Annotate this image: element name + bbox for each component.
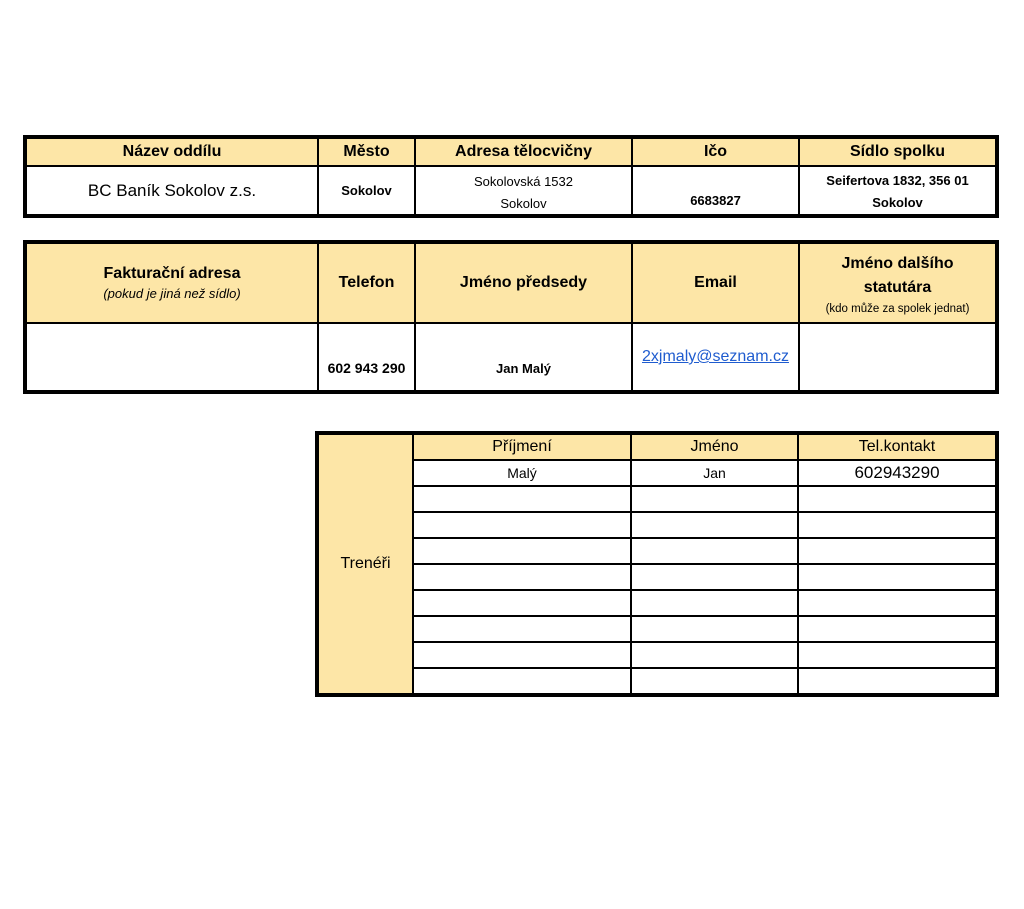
header-seat: Sídlo spolku	[799, 137, 997, 166]
billing-cell[interactable]	[25, 323, 318, 392]
empty-cell[interactable]	[413, 590, 631, 616]
phone-cell[interactable]: 602 943 290	[318, 323, 415, 392]
coach-phone-cell[interactable]: 602943290	[798, 460, 997, 486]
gym-address-line2: Sokolov	[500, 196, 547, 211]
empty-cell[interactable]	[631, 590, 798, 616]
contact-info-table	[23, 240, 999, 394]
ico-cell[interactable]: 6683827	[632, 166, 799, 216]
seat-line2: Sokolov	[872, 195, 923, 210]
empty-cell[interactable]	[413, 616, 631, 642]
header-chairman: Jméno předsedy	[415, 242, 632, 323]
table-row	[317, 642, 997, 668]
empty-cell[interactable]	[413, 642, 631, 668]
empty-cell[interactable]	[798, 564, 997, 590]
empty-cell[interactable]	[413, 564, 631, 590]
empty-cell[interactable]	[631, 564, 798, 590]
empty-cell[interactable]	[798, 512, 997, 538]
header-phone: Telefon	[318, 242, 415, 323]
table-row	[317, 668, 997, 695]
table-row	[317, 564, 997, 590]
empty-cell[interactable]	[631, 538, 798, 564]
other-statutory-cell[interactable]	[799, 323, 997, 392]
header-city: Město	[318, 137, 415, 166]
contact-data-row	[25, 323, 997, 392]
table-row	[317, 460, 997, 486]
table-row	[317, 616, 997, 642]
header-gym-address: Adresa tělocvičny	[415, 137, 632, 166]
header-billing-address	[25, 242, 318, 323]
contact-header-row	[25, 242, 997, 323]
empty-cell[interactable]	[798, 538, 997, 564]
table-row	[317, 590, 997, 616]
empty-cell[interactable]	[631, 512, 798, 538]
club-info-table	[23, 135, 999, 218]
coach-surname-cell[interactable]: Malý	[413, 460, 631, 486]
header-ico: Ičo	[632, 137, 799, 166]
coaches-label: Trenéři	[317, 433, 413, 695]
gym-address-cell[interactable]	[415, 166, 632, 216]
gym-address-line1: Sokolovská 1532	[473, 174, 573, 189]
empty-cell[interactable]	[413, 538, 631, 564]
empty-cell[interactable]	[631, 486, 798, 512]
empty-cell[interactable]	[631, 668, 798, 695]
header-other-statutory	[799, 242, 997, 323]
coach-first-name-cell[interactable]: Jan	[631, 460, 798, 486]
coaches-table	[315, 431, 999, 697]
empty-cell[interactable]	[798, 616, 997, 642]
empty-cell[interactable]	[413, 668, 631, 695]
empty-cell[interactable]	[413, 512, 631, 538]
club-data-row	[25, 166, 997, 216]
coaches-header-row	[317, 433, 997, 460]
table-row	[317, 512, 997, 538]
empty-cell[interactable]	[631, 616, 798, 642]
empty-cell[interactable]	[631, 642, 798, 668]
email-link[interactable]: 2xjmaly@seznam.cz	[642, 348, 789, 365]
empty-cell[interactable]	[798, 668, 997, 695]
table-row	[317, 538, 997, 564]
city-cell[interactable]: Sokolov	[318, 166, 415, 216]
chairman-cell[interactable]: Jan Malý	[415, 323, 632, 392]
empty-cell[interactable]	[413, 486, 631, 512]
empty-cell[interactable]	[798, 642, 997, 668]
other-header-note: (kdo může za spolek jednat)	[825, 302, 970, 315]
email-cell[interactable]	[632, 323, 799, 392]
header-surname: Příjmení	[413, 433, 631, 460]
header-email: Email	[632, 242, 799, 323]
header-phone-contact: Tel.kontakt	[798, 433, 997, 460]
other-header-label: Jméno dalšího statutára	[841, 254, 954, 296]
header-first-name: Jméno	[631, 433, 798, 460]
club-header-row	[25, 137, 997, 166]
club-name-cell[interactable]: BC Baník Sokolov z.s.	[25, 166, 318, 216]
empty-cell[interactable]	[798, 486, 997, 512]
billing-header-note: (pokud je jiná než sídlo)	[103, 286, 241, 301]
header-club-name: Název oddílu	[25, 137, 318, 166]
seat-cell[interactable]	[799, 166, 997, 216]
seat-line1: Seifertova 1832, 356 01	[826, 173, 969, 188]
empty-cell[interactable]	[798, 590, 997, 616]
billing-header-label: Fakturační adresa	[103, 265, 241, 282]
table-row	[317, 486, 997, 512]
